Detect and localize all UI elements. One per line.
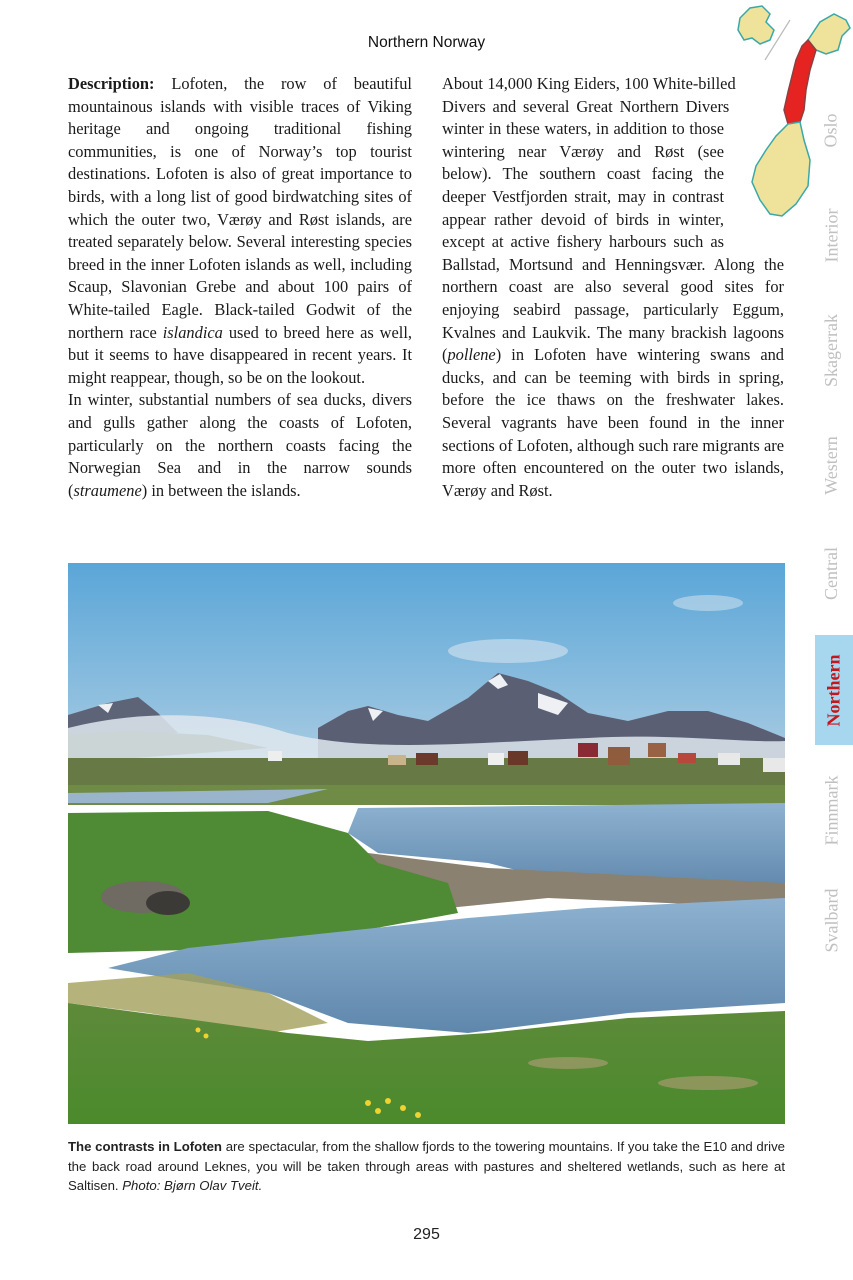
text-run: Lofoten, the row of beautiful mountainous islands with visible traces of Viking heritage and ongoing traditional fishing communities, is one of Norway’s top tourist destinations. Lofoten is also of great importance to birds, with a long list of good birdwatching sites of which the outer two, Værøy and Røst islands, are treated separately below. Several interesting species breed in the inner Lofoten islands as well, including Scaup, Slavonian Grebe and about 100 pairs of White-tailed Eagle. Black-tailed Godwit of the northern race [68, 74, 412, 342]
tab-label: Western [821, 435, 841, 495]
running-title: Northern Norway [367, 34, 486, 51]
tab-central[interactable] [810, 528, 853, 618]
italic-term: pollene [447, 345, 496, 365]
tab-label: Finnmark [821, 775, 841, 845]
left-text-column [68, 73, 412, 502]
photo-caption [68, 1137, 785, 1196]
dry-patch [528, 1057, 608, 1069]
cloud [448, 639, 568, 663]
description-label: Description: [68, 74, 155, 93]
text-run: In winter, substantial numbers of sea ducks, divers and gulls gather along the coasts of Lofoten, particularly on the northern coasts facing the Norwegian Sea and in the narrow sounds ( [68, 390, 412, 500]
tab-svalbard[interactable] [810, 870, 853, 970]
photo-credit: Photo: Bjørn Olav Tveit. [122, 1178, 263, 1193]
italic-term: straumene [73, 480, 142, 500]
italic-term: islandica [162, 322, 223, 342]
caption-lead: The contrasts in Lofoten [68, 1139, 222, 1154]
chapter-thumb-tabs [810, 70, 853, 970]
page-number: 295 [413, 1226, 440, 1243]
tab-label: Interior [821, 208, 842, 262]
lofoten-landscape-photo [68, 563, 785, 1124]
tab-finnmark[interactable] [810, 755, 853, 865]
winter-paragraph [68, 389, 412, 502]
text-run: used to breed here as well, but it seems to have disappeared in recent years. It might reappear, though, so be on the lookout. [68, 322, 413, 387]
tab-label: Northern [823, 654, 844, 726]
tab-label: Oslo [820, 112, 841, 148]
tab-interior[interactable] [810, 185, 853, 285]
svalbard-shape [738, 6, 774, 44]
cloud [673, 595, 743, 611]
text-run: ) in Lofoten have wintering swans and ducks, and can be teeming with birds in spring, before the ice thaws on the freshwater lakes. Several vagrants have been found in the inner sections of Lofoten, although such rare migrants are more often encountered on the outer two islands, Værøy and Røst. [442, 345, 784, 500]
southern-norway-shape [752, 122, 810, 216]
tab-skagerrak[interactable] [810, 295, 853, 405]
tab-label: Skagerrak [821, 313, 841, 387]
tab-western[interactable] [810, 415, 853, 515]
text-run: ) in between the islands. [141, 480, 301, 500]
description-paragraph [68, 73, 412, 389]
dry-patch [658, 1076, 758, 1090]
tab-label: Svalbard [821, 888, 842, 952]
text-run: About 14,000 King Eiders, 100 White-billed Divers and several Great Northern Divers winter in these waters, in addition to those wintering near Værøy and Røst (see below). The southern coast facing the deeper Vestfjorden strait, may in contrast appear rather devoid of birds in winter, except at active fishery harbours such as Ballstad, Mortsund and Henningsvær. Along the northern coast are also several good sites for enjoying seabird passage, particularly Eggum, Kvalnes and Laukvik. The many brackish lagoons ( [442, 74, 784, 365]
tab-label: Central [821, 546, 842, 600]
tab-northern[interactable] [815, 635, 853, 745]
tab-oslo[interactable] [810, 70, 853, 190]
boulder-shadow [146, 891, 190, 915]
caption-text: are spectacular, from the shallow fjords to the towering mountains. If you take the E10 and drive the back road around Leknes, you will be taken through areas with pastures and sheltered wetlands, such as here at Saltisen. [68, 1139, 785, 1193]
